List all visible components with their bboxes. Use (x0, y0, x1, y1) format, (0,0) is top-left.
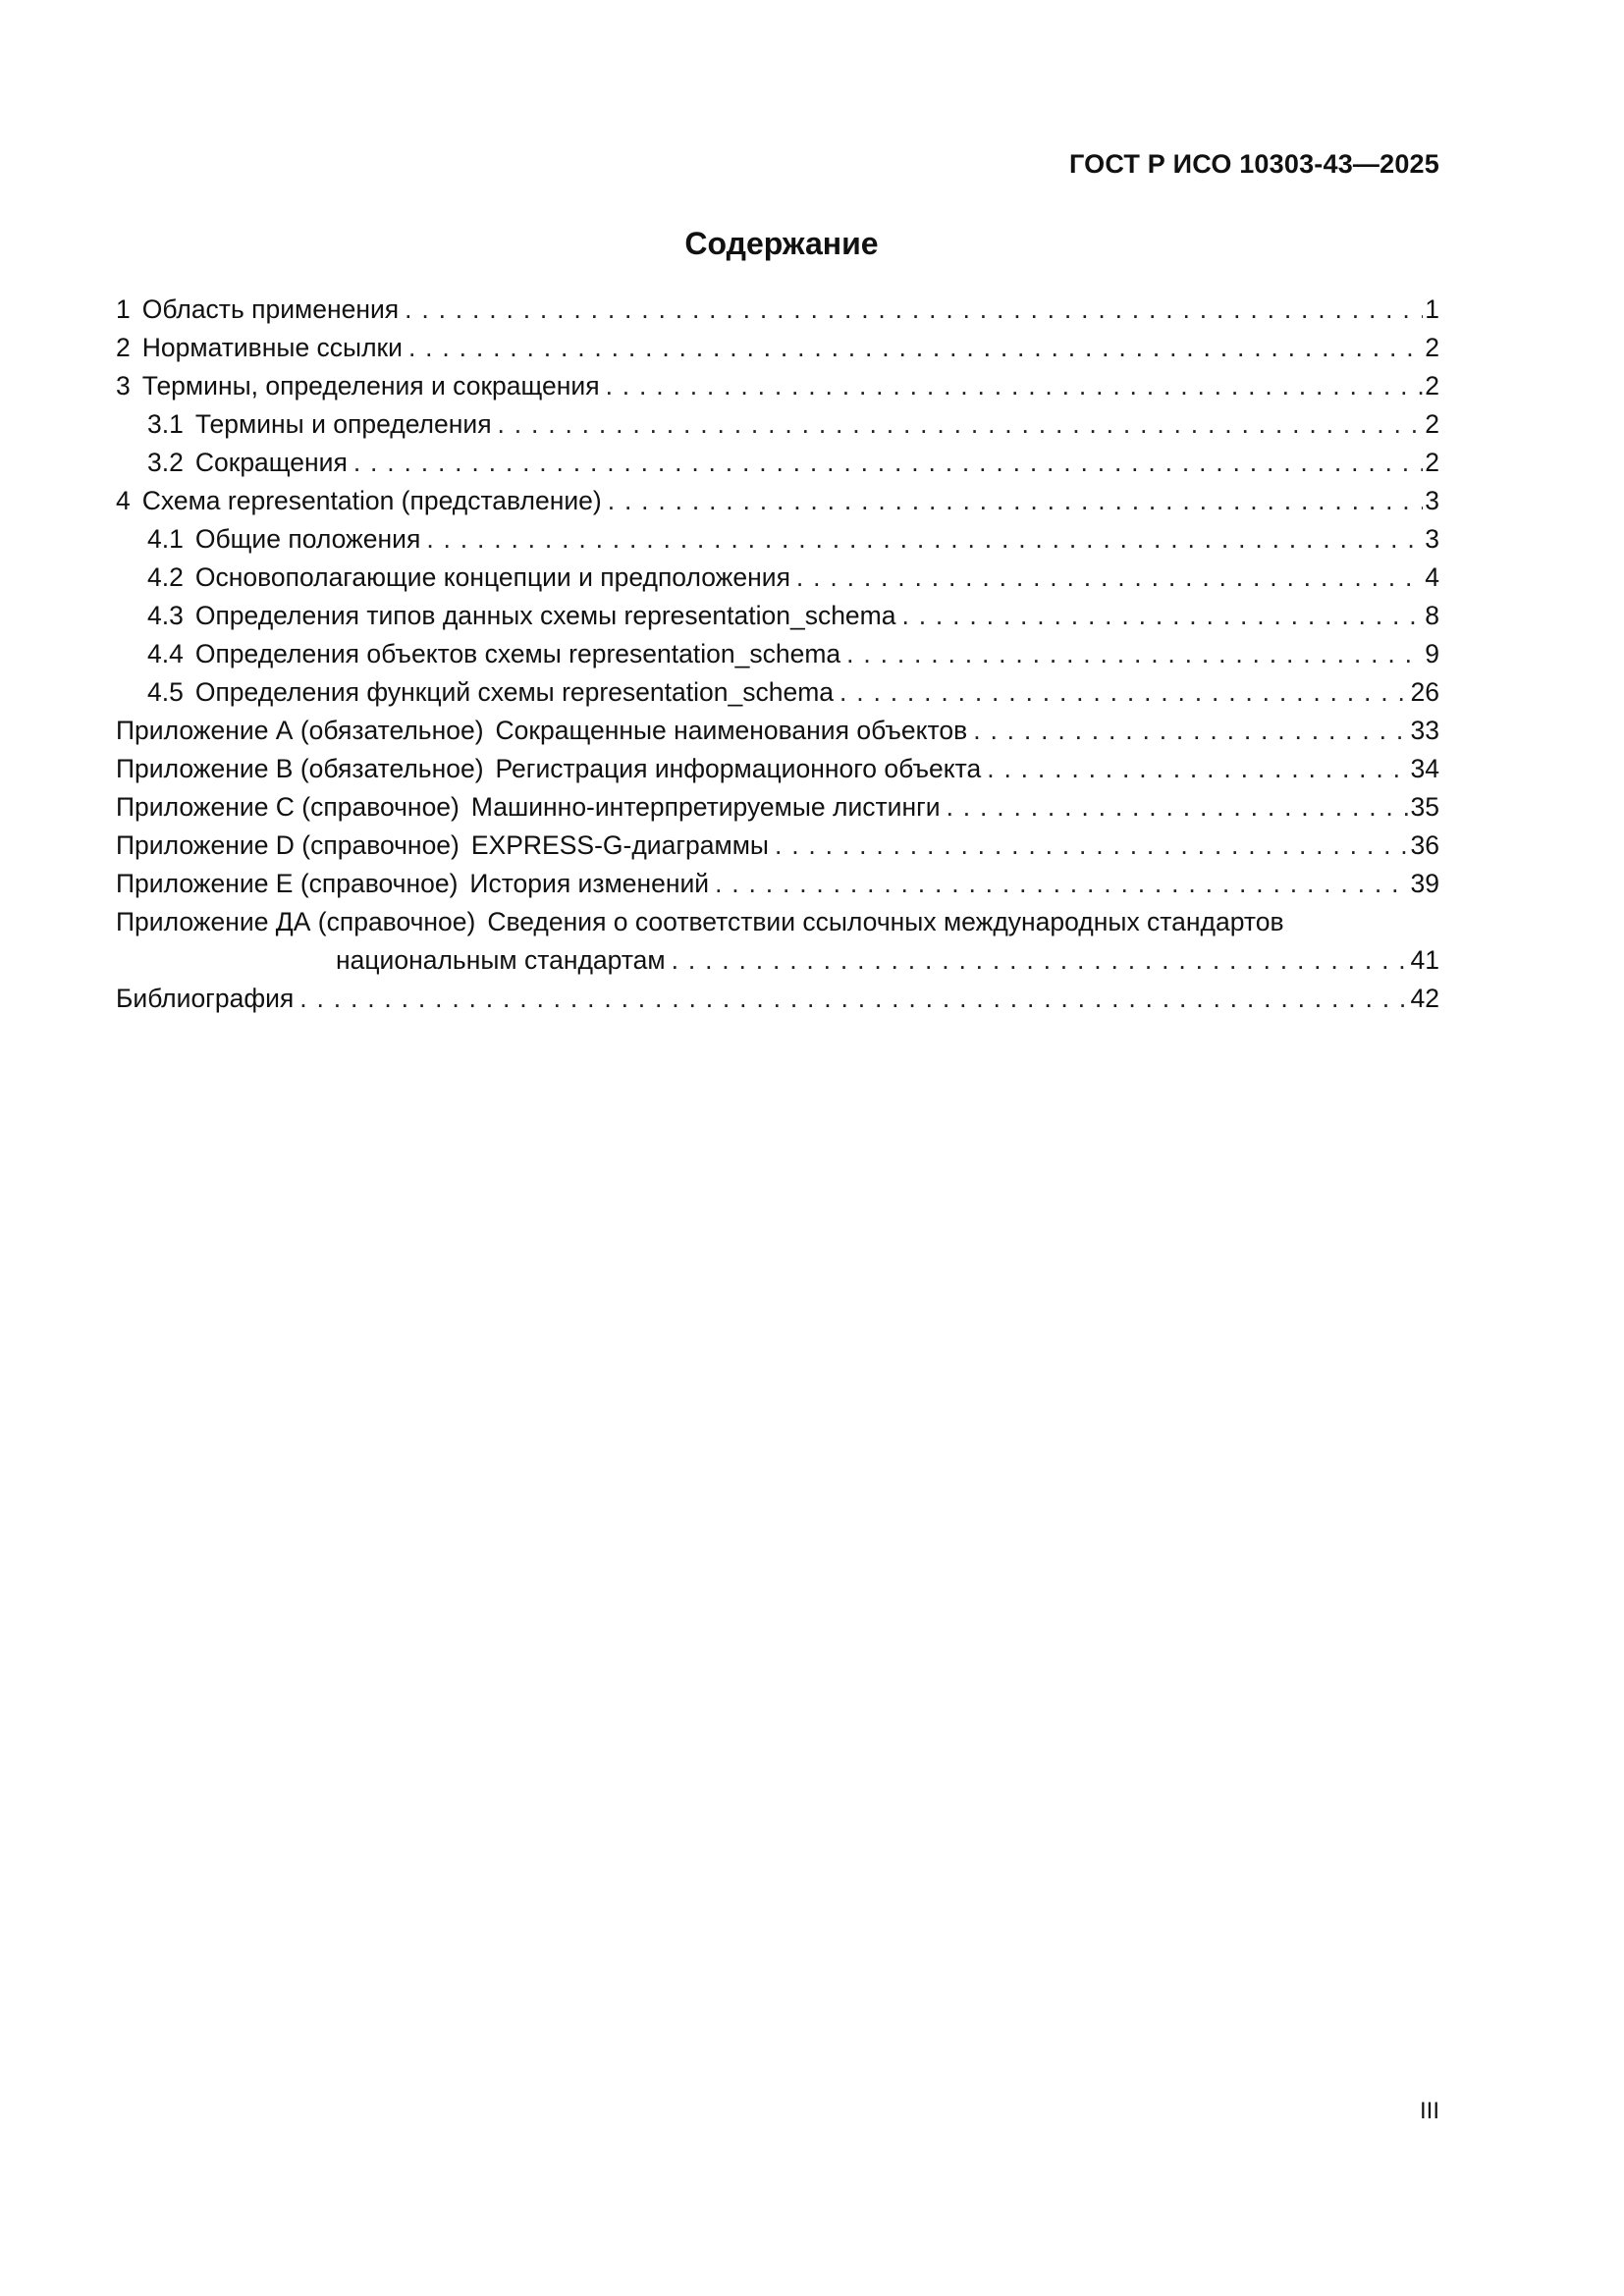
annex-page: 36 (1410, 830, 1439, 860)
dot-leader (775, 827, 1409, 865)
annex-title: История изменений (469, 869, 710, 898)
toc-entry-page: 9 (1425, 639, 1439, 668)
toc-entry-4-3[interactable] (116, 597, 1439, 635)
annex-heading: Приложение А (обязательное) (116, 716, 484, 745)
toc-entry-1[interactable] (116, 291, 1439, 329)
annex-page: 33 (1410, 716, 1439, 745)
toc-entry-title: Термины и определения (194, 409, 492, 439)
toc-entry-title: Определения объектов схемы representation_schema (194, 639, 841, 668)
toc-annex-c[interactable] (116, 788, 1439, 827)
toc-entry-3-2[interactable] (116, 444, 1439, 482)
dot-leader (408, 329, 1423, 367)
annex-title: Машинно-интерпретируемые листинги (470, 792, 941, 822)
toc-entry-number: 4.2 (147, 562, 184, 592)
toc-entry-4-4[interactable] (116, 635, 1439, 673)
dot-leader (426, 520, 1423, 559)
dot-leader (839, 673, 1409, 712)
toc-annex-d[interactable] (116, 827, 1439, 865)
toc-entry-page: 2 (1425, 371, 1439, 400)
bibliography-page: 42 (1410, 984, 1439, 1013)
toc-entry-title: Определения типов данных схемы representation_schema (194, 601, 896, 630)
dot-leader (672, 941, 1409, 980)
annex-title: Регистрация информационного объекта (495, 754, 982, 783)
toc-entry-title: Схема representation (представление) (141, 486, 602, 515)
toc-entry-number: 4.4 (147, 639, 184, 668)
document-code: ГОСТ Р ИСО 10303-43—2025 (1069, 149, 1439, 179)
toc-entry-number: 3.2 (147, 448, 184, 477)
annex-heading: Приложение ДА (справочное) (116, 907, 476, 936)
toc-entry-page: 1 (1425, 294, 1439, 324)
toc-entry-title: Термины, определения и сокращения (141, 371, 600, 400)
toc-entry-3[interactable] (116, 367, 1439, 405)
toc-entry-page: 2 (1425, 409, 1439, 439)
toc-title: Содержание (684, 226, 879, 261)
toc-entry-title: Общие положения (194, 524, 421, 554)
toc-entry-page: 3 (1425, 524, 1439, 554)
toc-entry-number: 4.3 (147, 601, 184, 630)
annex-heading: Приложение В (обязательное) (116, 754, 484, 783)
toc-entry-page: 3 (1425, 486, 1439, 515)
annex-page: 39 (1410, 869, 1439, 898)
toc-entry-title: Сокращения (194, 448, 348, 477)
toc-entry-number: 1 (116, 294, 131, 324)
toc-entry-number: 4.1 (147, 524, 184, 554)
dot-leader (608, 482, 1424, 520)
toc-annex-b[interactable] (116, 750, 1439, 788)
toc-entry-title: Область применения (141, 294, 400, 324)
dot-leader (973, 712, 1408, 750)
toc-entry-number: 4.5 (147, 677, 184, 707)
annex-title-continuation: национальным стандартам (336, 945, 666, 975)
toc-annex-da-continuation[interactable] (116, 941, 1439, 980)
dot-leader (606, 367, 1424, 405)
toc-bibliography[interactable] (116, 980, 1439, 1018)
toc-entry-number: 2 (116, 333, 131, 362)
toc-annex-da[interactable] (116, 903, 1439, 941)
toc-annex-e[interactable] (116, 865, 1439, 903)
toc-entry-4-1[interactable] (116, 520, 1439, 559)
dot-leader (987, 750, 1408, 788)
dot-leader (715, 865, 1408, 903)
toc-entry-page: 26 (1410, 677, 1439, 707)
toc-entry-4-5[interactable] (116, 673, 1439, 712)
dot-leader (846, 635, 1423, 673)
dot-leader (901, 597, 1423, 635)
toc-entry-page: 2 (1425, 448, 1439, 477)
annex-page: 41 (1410, 945, 1439, 975)
dot-leader (353, 444, 1423, 482)
dot-leader (796, 559, 1423, 597)
toc-entry-title: Определения функций схемы representation_schema (194, 677, 835, 707)
table-of-contents (116, 291, 1439, 1018)
toc-entry-page: 2 (1425, 333, 1439, 362)
toc-entry-number: 4 (116, 486, 131, 515)
annex-title: Сведения о соответствии ссылочных международных стандартов (487, 907, 1284, 936)
toc-entry-4-2[interactable] (116, 559, 1439, 597)
annex-title: EXPRESS-G-диаграммы (470, 830, 769, 860)
dot-leader (498, 405, 1424, 444)
toc-entry-4[interactable] (116, 482, 1439, 520)
annex-heading: Приложение С (справочное) (116, 792, 460, 822)
toc-entry-page: 8 (1425, 601, 1439, 630)
annex-page: 35 (1410, 792, 1439, 822)
annex-heading: Приложение D (справочное) (116, 830, 460, 860)
toc-entry-number: 3 (116, 371, 131, 400)
page-number: III (1419, 2098, 1439, 2124)
toc-entry-title: Нормативные ссылки (141, 333, 403, 362)
toc-entry-2[interactable] (116, 329, 1439, 367)
annex-heading: Приложение Е (справочное) (116, 869, 459, 898)
annex-title: Сокращенные наименования объектов (495, 716, 968, 745)
toc-entry-page: 4 (1425, 562, 1439, 592)
toc-entry-3-1[interactable] (116, 405, 1439, 444)
annex-page: 34 (1410, 754, 1439, 783)
bibliography-title: Библиография (116, 984, 295, 1013)
dot-leader (405, 291, 1423, 329)
toc-entry-title: Основополагающие концепции и предположения (194, 562, 790, 592)
toc-entry-number: 3.1 (147, 409, 184, 439)
dot-leader (947, 788, 1409, 827)
dot-leader (299, 980, 1408, 1018)
toc-annex-a[interactable] (116, 712, 1439, 750)
